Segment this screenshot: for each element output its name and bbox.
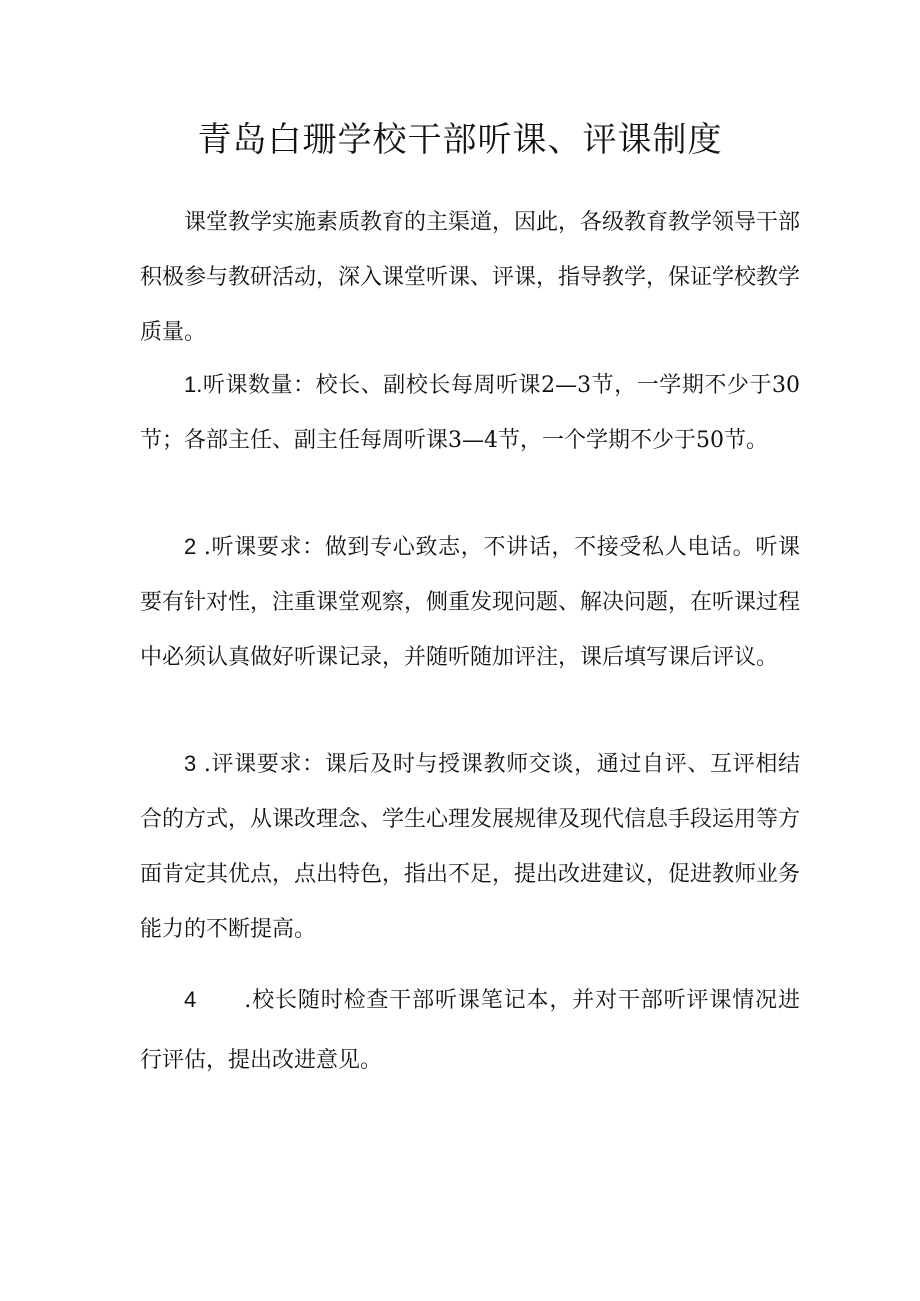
item-2-number: 2 — [184, 534, 197, 559]
item-1-paragraph — [140, 357, 800, 468]
intro-paragraph: 课堂教学实施素质教育的主渠道，因此，各级教育教学领导干部积极参与教研活动，深入课堂听课、评课，指导教学，保证学校教学质量。 — [140, 210, 801, 345]
item-3-paragraph — [140, 736, 800, 957]
item-2-text: .听课要求：做到专心致志，不讲话，不接受私人电话。听课要有针对性，注重课堂观察，侧重发现问题、解决问题，在听课过程中必须认真做好听课记录，并随听随加评注，课后填写课后评议。 — [140, 535, 801, 670]
item-4-text: .校长随时检查干部听课笔记本，并对干部听评课情况进行评估，提出改进意见。 — [140, 988, 800, 1073]
document-title: 青岛白珊学校干部听课、评课制度 — [197, 120, 723, 160]
item-1-number: 1. — [184, 372, 203, 397]
item-3-number: 3 — [184, 751, 197, 776]
item-4-number: 4 — [184, 987, 197, 1012]
item-3-text: .评课要求：课后及时与授课教师交谈，通过自评、互评相结合的方式，从课改理念、学生心理发展规律及现代信息手段运用等方面肯定其优点，点出特色，指出不足，提出改进建议，促进教师业务能力的不断提高。 — [140, 752, 801, 942]
item-4-paragraph — [140, 970, 800, 1091]
item-1-text: 听课数量：校长、副校长每周听课2—3节，一学期不少于30节；各部主任、副主任每周听课3—4节，一个学期不少于50节。 — [140, 373, 800, 453]
item-2-paragraph — [140, 519, 800, 685]
